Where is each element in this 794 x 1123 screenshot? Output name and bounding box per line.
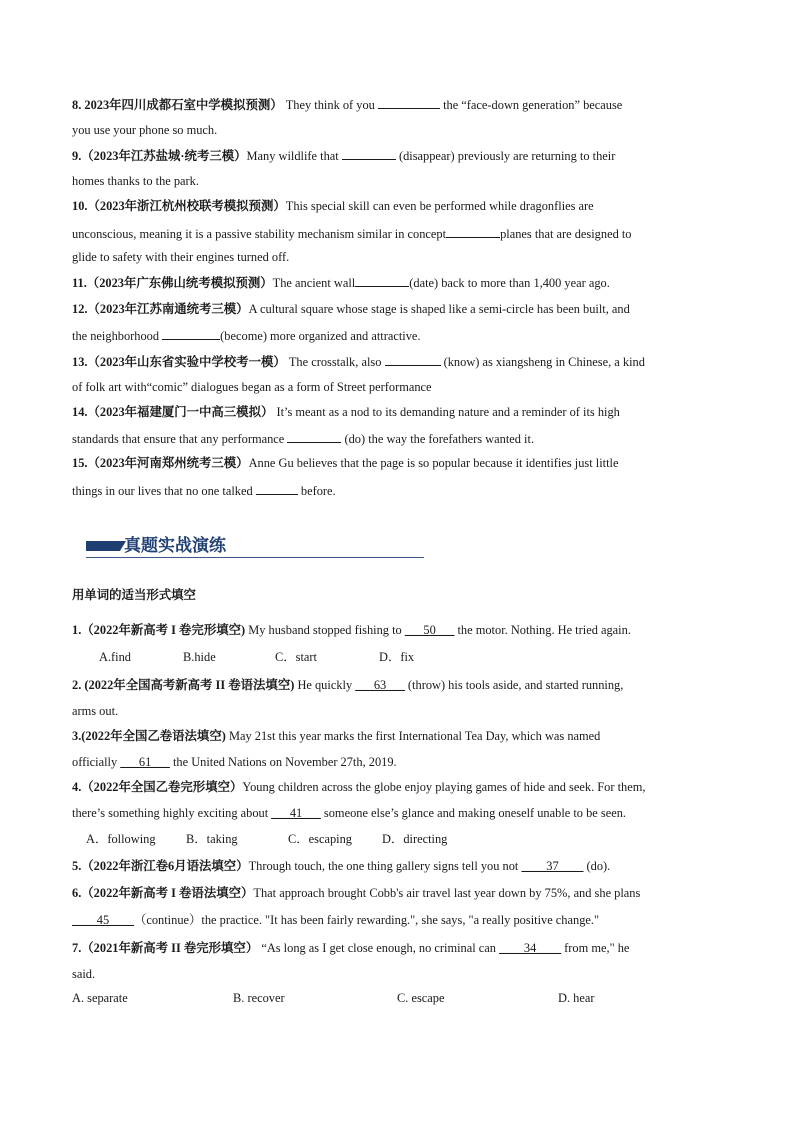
question-2022-2-cont: arms out. bbox=[72, 704, 119, 718]
option-b[interactable]: B.hide bbox=[183, 650, 216, 664]
question-9-cont: homes thanks to the park. bbox=[72, 174, 199, 188]
option-c[interactable]: C. escape bbox=[397, 991, 445, 1005]
question-2022-3: 3.(2022年全国乙卷语法填空) May 21st this year marks the first International Tea Day, which was named bbox=[72, 729, 601, 743]
answer-blank[interactable]: ___41___ bbox=[271, 806, 321, 820]
option-d[interactable]: D．directing bbox=[382, 832, 448, 846]
option-a[interactable]: A. separate bbox=[72, 991, 128, 1005]
question-10: 10.（2023年浙江杭州校联考模拟预测）This special skill can even be performed while dragonflies are bbox=[72, 199, 594, 213]
option-a[interactable]: A.find bbox=[99, 650, 132, 664]
question-14: 14.（2023年福建厦门一中高三模拟） It’s meant as a nod to its demanding nature and a reminder of its high bbox=[72, 405, 620, 419]
answer-blank[interactable] bbox=[378, 96, 440, 109]
question-2022-2: 2. (2022年全国高考新高考 II 卷语法填空) He quickly ___63___ (throw) his tools aside, and started running, bbox=[72, 678, 624, 692]
answer-blank[interactable] bbox=[287, 430, 341, 443]
answer-blank[interactable]: ___50___ bbox=[404, 623, 455, 637]
question-8-cont: you use your phone so much. bbox=[72, 123, 218, 137]
answer-blank[interactable] bbox=[385, 353, 441, 366]
question-2022-6: 6.（2022年新高考 I 卷语法填空）That approach brought Cobb's air travel last year down by 75%, and she plans bbox=[72, 886, 641, 900]
question-2022-3-cont: officially ___61___ the United Nations on November 27th, 2019. bbox=[72, 755, 397, 769]
question-10-cont1: unconscious, meaning it is a passive stability mechanism similar in concept planes that are designed to bbox=[72, 227, 632, 241]
question-2022-5: 5.（2022年浙江卷6月语法填空）Through touch, the one thing gallery signs tell you not ____37____ (do). bbox=[72, 859, 611, 873]
answer-blank[interactable]: ____34____ bbox=[499, 941, 562, 955]
question-2021-7-options bbox=[72, 990, 732, 1006]
answer-blank[interactable]: ____45____ bbox=[72, 913, 134, 927]
question-2022-1: 1.（2022年新高考 I 卷完形填空) My husband stopped fishing to ___50___ the motor. Nothing. He tried again. bbox=[72, 623, 631, 637]
section-header bbox=[86, 535, 424, 558]
answer-blank[interactable] bbox=[446, 225, 500, 238]
question-2022-6-cont: ____45____（continue）the practice. "It has been fairly rewarding.", she says, "a really positive change." bbox=[72, 913, 600, 927]
question-13: 13.（2023年山东省实验中学校考一模） The crosstalk, also (know) as xiangsheng in Chinese, a kind bbox=[72, 355, 645, 369]
question-15: 15.（2023年河南郑州统考三模）Anne Gu believes that the page is so popular because it identifies just little bbox=[72, 456, 619, 470]
answer-blank[interactable]: ___61___ bbox=[120, 755, 170, 769]
option-c[interactable]: C．escaping bbox=[288, 832, 353, 846]
option-d[interactable]: D. hear bbox=[558, 991, 595, 1005]
question-13-cont: of folk art with“comic” dialogues began as a form of Street performance bbox=[72, 380, 432, 394]
question-8: 8. 2023年四川成都石室中学模拟预测） They think of you the “face-down generation” because bbox=[72, 98, 623, 112]
question-2022-4: 4.（2022年全国乙卷完形填空）Young children across the globe enjoy playing games of hide and seek. For them, bbox=[72, 780, 646, 794]
instruction: 用单词的适当形式填空 bbox=[72, 587, 196, 602]
question-2022-1-options bbox=[99, 649, 759, 665]
question-2022-4-options bbox=[86, 831, 746, 847]
question-2022-4-cont: there’s something highly exciting about ___41___ someone else’s glance and making oneself unable to be seen. bbox=[72, 806, 627, 820]
answer-blank[interactable] bbox=[342, 147, 396, 160]
question-2021-7-cont: said. bbox=[72, 967, 96, 981]
question-15-cont: things in our lives that no one talked before. bbox=[72, 484, 336, 498]
answer-blank[interactable]: ___63___ bbox=[355, 678, 405, 692]
question-10-cont2: glide to safety with their engines turned off. bbox=[72, 250, 290, 264]
option-d[interactable]: D．fix bbox=[379, 650, 415, 664]
question-2021-7: 7.（2021年新高考 II 卷完形填空） “As long as I get close enough, no criminal can ____34____ from me," he bbox=[72, 941, 630, 955]
answer-blank[interactable] bbox=[355, 274, 409, 287]
answer-blank[interactable]: ____37____ bbox=[521, 859, 584, 873]
option-b[interactable]: B. recover bbox=[233, 991, 285, 1005]
section-title: 真题实战演练 bbox=[124, 536, 226, 556]
section-bar-icon bbox=[86, 541, 120, 551]
question-9: 9.（2023年江苏盐城·统考三模）Many wildlife that (disappear) previously are returning to their bbox=[72, 149, 616, 163]
option-c[interactable]: C．start bbox=[275, 650, 317, 664]
question-12-cont: the neighborhood (become) more organized and attractive. bbox=[72, 329, 421, 343]
question-14-cont: standards that ensure that any performance (do) the way the forefathers wanted it. bbox=[72, 432, 535, 446]
question-11: 11.（2023年广东佛山统考模拟预测）The ancient wall (date) back to more than 1,400 year ago. bbox=[72, 276, 610, 290]
option-b[interactable]: B．taking bbox=[186, 832, 238, 846]
answer-blank[interactable] bbox=[162, 327, 220, 340]
question-12: 12.（2023年江苏南通统考三模）A cultural square whose stage is shaped like a semi-circle has been built, and bbox=[72, 302, 630, 316]
option-a[interactable]: A．following bbox=[86, 832, 156, 846]
answer-blank[interactable] bbox=[256, 482, 298, 495]
